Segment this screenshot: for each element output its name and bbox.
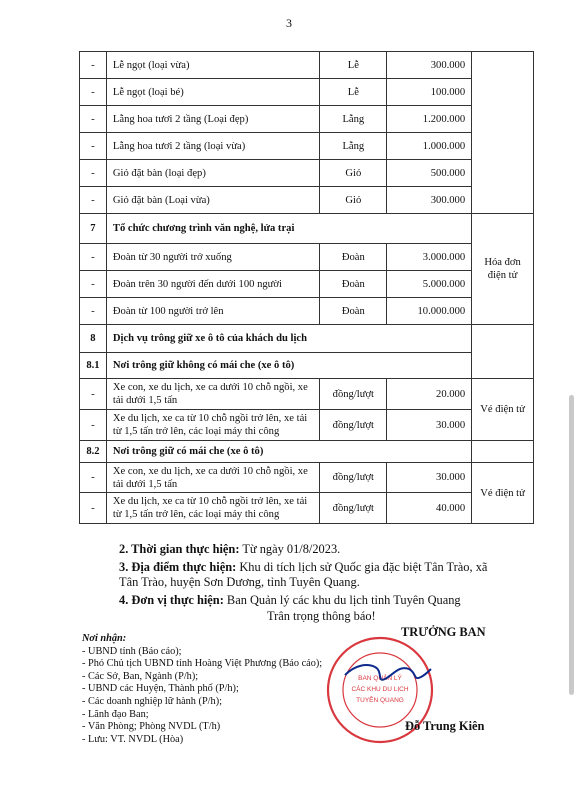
recipient-item: - Phó Chủ tịch UBND tỉnh Hoàng Việt Phương (Báo cáo); (82, 658, 323, 670)
location-value-1: Khu di tích lịch sử Quốc gia đặc biệt Tân Trào, xã (236, 560, 488, 574)
price-cell: 3.000.000 (387, 244, 472, 271)
recipient-item: - Lãnh đạo Ban; (82, 708, 149, 720)
row-number-cell: - (80, 379, 107, 410)
service-name-cell: Giỏ đặt bàn (loại đẹp) (106, 160, 320, 187)
row-number-cell: - (80, 160, 107, 187)
table-row (80, 106, 534, 133)
table-row (80, 187, 534, 214)
recipients-list (82, 646, 352, 747)
service-name-cell: Đoàn trên 30 người đến dưới 100 người (106, 271, 320, 298)
price-cell: 300.000 (387, 187, 472, 214)
recipients-title: Nơi nhận: (82, 633, 127, 644)
table-row (80, 52, 534, 79)
price-cell: 10.000.000 (387, 298, 472, 325)
price-cell: 300.000 (387, 52, 472, 79)
unit-cell: Lễ (320, 79, 387, 106)
service-name-cell: Đoàn từ 30 người trở xuống (106, 244, 320, 271)
unit-cell: đồng/lượt (320, 463, 387, 493)
unit-cell: Đoàn (320, 298, 387, 325)
row-number-cell: 8.2 (80, 441, 107, 463)
recipient-item: - Các doanh nghiệp lữ hành (P/h); (82, 695, 222, 707)
price-cell: 30.000 (387, 410, 472, 441)
stamp-text-bottom: TUYÊN QUANG (356, 697, 404, 704)
row-number-cell: - (80, 463, 107, 493)
service-name-cell: Xe con, xe du lịch, xe ca dưới 10 chỗ ngồi, xe tải dưới 1,5 tấn (106, 379, 320, 410)
price-cell: 5.000.000 (387, 271, 472, 298)
price-table (79, 51, 534, 524)
note-cell: Vé điện tử (472, 379, 534, 441)
service-name-cell: Xe con, xe du lịch, xe ca dưới 10 chỗ ngồi, xe tải dưới 1,5 tấn (106, 463, 320, 493)
service-name-cell: Lễ ngọt (loại bé) (106, 79, 320, 106)
note-cell: Hóa đơn điện tử (472, 214, 534, 325)
service-name-cell: Lễ ngọt (loại vừa) (106, 52, 320, 79)
service-name-cell: Lẵng hoa tươi 2 tầng (loại vừa) (106, 133, 320, 160)
row-number-cell: - (80, 106, 107, 133)
row-number-cell: - (80, 187, 107, 214)
recipient-item: - Các Sở, Ban, Ngành (P/h); (82, 670, 199, 682)
row-number-cell: - (80, 271, 107, 298)
stamp-text-top: BAN QUẢN LÝ (358, 675, 402, 682)
unit-cell: Lẵng (320, 133, 387, 160)
section-title-cell: Tổ chức chương trình văn nghệ, lửa trại (106, 214, 471, 244)
table-section-row (80, 325, 534, 353)
service-name-cell: Xe du lịch, xe ca từ 10 chỗ ngồi trở lên, xe tải từ 1,5 tấn trở lên, các loại máy thi công (106, 493, 320, 524)
section-title-cell: Dịch vụ trông giữ xe ô tô của khách du lịch (106, 325, 471, 353)
price-cell: 20.000 (387, 379, 472, 410)
table-row (80, 379, 534, 410)
service-name-cell: Lẵng hoa tươi 2 tầng (Loại đẹp) (106, 106, 320, 133)
section-title-cell: Nơi trông giữ có mái che (xe ô tô) (106, 441, 471, 463)
price-cell: 100.000 (387, 79, 472, 106)
unit-cell: đồng/lượt (320, 379, 387, 410)
table-section-row (80, 353, 534, 379)
price-table-body (80, 52, 534, 524)
executing-unit-label: 4. Đơn vị thực hiện: (119, 593, 224, 607)
implementation-time (119, 542, 340, 557)
price-cell: 1.200.000 (387, 106, 472, 133)
table-section-row (80, 441, 534, 463)
signer-name: Đỗ Trung Kiên (405, 719, 485, 733)
unit-cell: Giỏ (320, 160, 387, 187)
implementation-time-label: 2. Thời gian thực hiện: (119, 542, 240, 556)
table-row (80, 298, 534, 325)
table-row (80, 79, 534, 106)
unit-cell: Giỏ (320, 187, 387, 214)
note-cell (472, 325, 534, 379)
table-row (80, 463, 534, 493)
note-cell (472, 441, 534, 463)
recipients-block (82, 633, 352, 746)
recipient-item: - Lưu: VT. NVDL (Hòa) (82, 733, 184, 745)
row-number-cell: - (80, 244, 107, 271)
table-row (80, 133, 534, 160)
unit-cell: đồng/lượt (320, 410, 387, 441)
note-cell: Vé điện tử (472, 463, 534, 524)
price-cell: 1.000.000 (387, 133, 472, 160)
implementation-time-value: Từ ngày 01/8/2023. (239, 542, 341, 556)
table-row (80, 271, 534, 298)
section-title-cell: Nơi trông giữ không có mái che (xe ô tô) (106, 353, 471, 379)
table-row (80, 244, 534, 271)
location-label: 3. Địa điểm thực hiện: (119, 560, 237, 574)
row-number-cell: - (80, 410, 107, 441)
recipient-item: - UBND tỉnh (Báo cáo); (82, 645, 182, 657)
price-cell: 500.000 (387, 160, 472, 187)
location-line-2: Tân Trào, huyện Sơn Dương, tỉnh Tuyên Quang. (119, 575, 360, 589)
unit-cell: Đoàn (320, 271, 387, 298)
row-number-cell: - (80, 52, 107, 79)
table-row (80, 160, 534, 187)
location-line-1 (119, 560, 487, 575)
recipient-item: - Văn Phòng; Phòng NVDL (T/h) (82, 721, 221, 733)
stamp-text-mid: CÁC KHU DU LỊCH (351, 686, 409, 693)
unit-cell: Lẵng (320, 106, 387, 133)
price-cell: 40.000 (387, 493, 472, 524)
scrollbar[interactable] (569, 395, 574, 695)
service-name-cell: Giỏ đặt bàn (Loại vừa) (106, 187, 320, 214)
recipient-item: - UBND các Huyện, Thành phố (P/h); (82, 683, 239, 695)
table-row (80, 493, 534, 524)
unit-cell: Lễ (320, 52, 387, 79)
row-number-cell: 8.1 (80, 353, 107, 379)
page-number: 3 (286, 16, 292, 30)
row-number-cell: - (80, 133, 107, 160)
row-number-cell: - (80, 79, 107, 106)
row-number-cell: 7 (80, 214, 107, 244)
note-cell (472, 52, 534, 214)
row-number-cell: - (80, 298, 107, 325)
executing-unit (119, 593, 461, 608)
service-name-cell: Xe du lịch, xe ca từ 10 chỗ ngồi trở lên, xe tải từ 1,5 tấn trở lên, các loại máy thi công (106, 410, 320, 441)
row-number-cell: 8 (80, 325, 107, 353)
unit-cell: Đoàn (320, 244, 387, 271)
table-section-row (80, 214, 534, 244)
price-cell: 30.000 (387, 463, 472, 493)
closing-line: Trân trọng thông báo! (267, 609, 376, 623)
unit-cell: đồng/lượt (320, 493, 387, 524)
table-row (80, 410, 534, 441)
signer-title: TRƯỞNG BAN (401, 625, 486, 639)
executing-unit-value: Ban Quản lý các khu du lịch tỉnh Tuyên Quang (223, 593, 461, 607)
row-number-cell: - (80, 493, 107, 524)
service-name-cell: Đoàn từ 100 người trở lên (106, 298, 320, 325)
